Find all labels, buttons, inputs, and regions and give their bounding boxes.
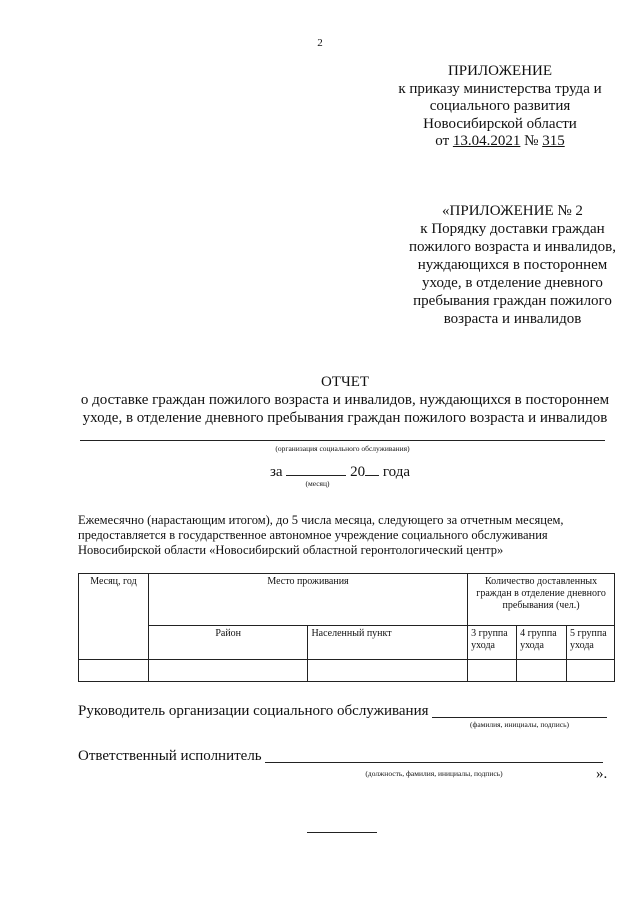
appendix-line-3: Новосибирской области [423,115,577,132]
header-place-of-residence: Место проживания [148,574,467,626]
order-date: 13.04.2021 [452,133,521,150]
cell-district[interactable] [148,660,308,682]
procedure-line-6: пребывания граждан пожилого [413,293,612,309]
cell-group-3[interactable] [468,660,517,682]
executor-signature-caption: (должность, фамилия, инициалы, подпись) [365,769,503,778]
procedure-line-1: «ПРИЛОЖЕНИЕ № 2 [442,203,583,219]
procedure-line-5: уходе, в отделение дневного [422,275,603,291]
page-number: 2 [317,37,323,49]
subheader-district: Район [148,626,308,660]
period-suffix: года [382,464,410,480]
report-subtitle-1: о доставке граждан пожилого возраста и инвалидов, нуждающихся в постороннем [80,392,610,408]
cell-group-4[interactable] [517,660,567,682]
order-date-line [380,133,620,151]
frequency-line-3: Новосибирской области «Новосибирский областной геронтологический центр» [78,543,504,557]
frequency-line-2: предоставляется в государственное автономное учреждение социального обслуживания [78,528,548,542]
frequency-note [78,513,608,558]
closing-quote: ». [596,766,608,782]
cell-month-year[interactable] [79,660,149,682]
head-signature-label: Руководитель организации социального обслуживания [78,703,429,719]
appendix-line-1: к приказу министерства труда и [398,80,602,97]
head-signature-line[interactable] [432,717,607,718]
head-signature-caption: (фамилия, инициалы, подпись) [469,720,570,729]
subheader-group-3: 3 группа ухода [468,626,517,660]
report-subtitle-2: уходе, в отделение дневного пребывания граждан пожилого возраста и инвалидов [82,410,608,426]
procedure-line-3: пожилого возраста и инвалидов, [409,239,616,255]
date-prefix: от [435,133,450,150]
month-blank[interactable] [286,462,346,476]
number-sign: № [524,133,539,150]
end-divider [307,832,377,833]
order-number: 315 [542,133,565,150]
organization-caption: (организация социального обслуживания) [275,444,410,453]
order-appendix-block [380,63,620,151]
subheader-locality: Населенный пункт [308,626,468,660]
report-title: ОТЧЕТ [320,374,370,390]
organization-blank-line[interactable] [80,440,605,441]
executor-signature-line[interactable] [265,762,603,763]
period-prefix: за [270,464,283,480]
subheader-group-4: 4 группа ухода [517,626,567,660]
report-table [78,573,615,682]
cell-locality[interactable] [308,660,468,682]
procedure-line-2: к Порядку доставки граждан [420,221,605,237]
header-month-year: Месяц, год [79,574,149,660]
year-blank[interactable] [365,462,379,476]
appendix-line-2: социального развития [429,98,571,115]
table-row [79,660,615,682]
executor-label: Ответственный исполнитель [78,748,262,764]
frequency-line-1: Ежемесячно (нарастающим итогом), до 5 числа месяца, следующего за отчетным месяцем, [78,513,564,527]
procedure-appendix-block [405,202,620,328]
table-header-row [79,574,615,626]
procedure-line-4: нуждающихся в постороннем [417,257,608,273]
procedure-line-7: возраста и инвалидов [443,311,582,327]
header-delivered-count: Количество доставленных граждан в отделение дневного пребывания (чел.) [468,574,615,626]
cell-group-5[interactable] [567,660,615,682]
period-year-prefix: 20 [350,464,366,480]
subheader-group-5: 5 группа ухода [567,626,615,660]
table-subheader-row [79,626,615,660]
month-caption: (месяц) [305,479,330,488]
report-title-block [75,373,615,427]
appendix-heading: ПРИЛОЖЕНИЕ [447,63,553,79]
